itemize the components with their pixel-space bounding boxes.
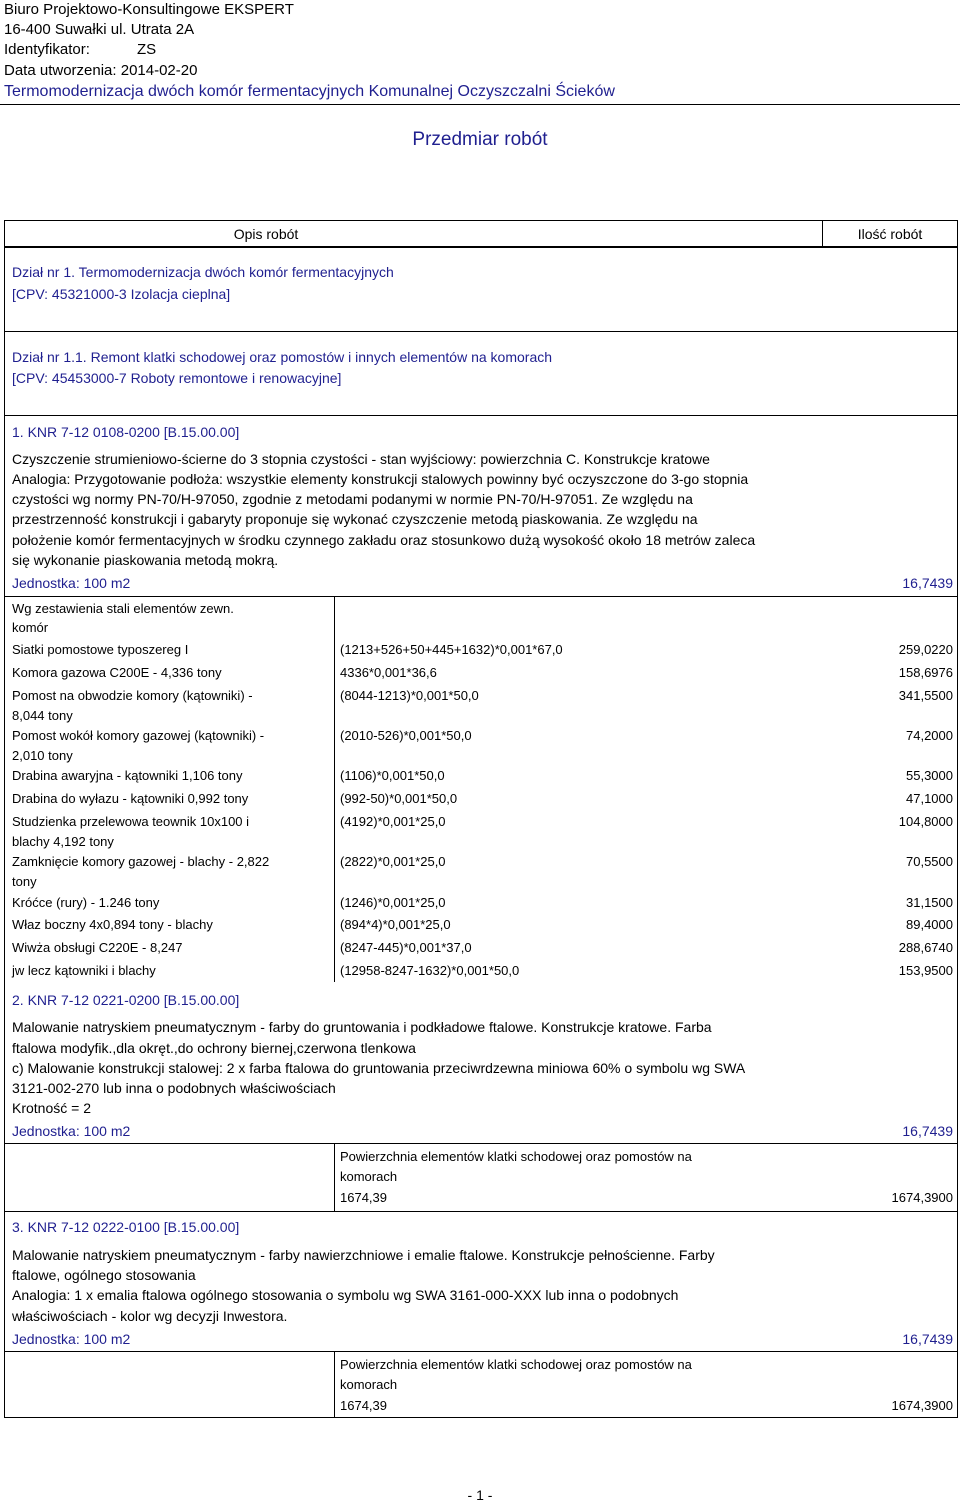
item-1-calc-title: Wg zestawienia stali elementów zewn. <box>12 601 234 616</box>
calc-row-name: Drabina awaryjna - kątowniki 1,106 tony <box>12 768 243 783</box>
item-2-calc-value: 1674,3900 <box>891 1190 953 1205</box>
item-1-unit: Jednostka: 100 m2 <box>12 575 131 591</box>
item-3-unit: Jednostka: 100 m2 <box>12 1331 131 1347</box>
calc-row-value: 259,0220 <box>898 642 953 657</box>
item-1-desc-line: Analogia: Przygotowanie podłoża: wszystkie elementy konstrukcji stalowych powinny być oczyszczone do 3-go stopnia <box>12 471 749 487</box>
calc-row-formula: 4336*0,001*36,6 <box>340 665 437 680</box>
calc-row-name: Studzienka przelewowa teownik 10x100 i <box>12 814 250 829</box>
calc-row-formula: (2010-526)*0,001*50,0 <box>340 728 472 743</box>
calc-row-value: 55,3000 <box>906 768 953 783</box>
item-2-desc-line: ftalowa modyfik.,dla okręt.,do ochrony biernej,czerwona tlenkowa <box>12 1040 416 1056</box>
item-3-code: 3. KNR 7-12 0222-0100 [B.15.00.00] <box>12 1219 240 1235</box>
header-divider <box>0 104 960 105</box>
company-name: Biuro Projektowo-Konsultingowe EKSPERT <box>4 1 294 18</box>
item-2-calc-column-divider <box>334 1143 335 1211</box>
calc-row-formula: (12958-8247-1632)*0,001*50,0 <box>340 963 520 978</box>
calc-row-formula: (8044-1213)*0,001*50,0 <box>340 688 479 703</box>
item-1-desc-line: Czyszczenie strumieniowo-ścierne do 3 stopnia czystości - stan wyjściowy: powierzchnia C. Konstrukcje kratowe <box>12 451 710 467</box>
page-number: - 1 - <box>467 1487 493 1503</box>
calc-row-value: 70,5500 <box>906 854 953 869</box>
item-3-desc-line: właściwościach - kolor wg decyzji Inwestora. <box>12 1308 288 1324</box>
calc-row-name: Siatki pomostowe typoszereg I <box>12 642 189 657</box>
calc-row-formula: (1246)*0,001*25,0 <box>340 895 446 910</box>
calc-row-name: Właz boczny 4x0,894 tony - blachy <box>12 917 213 932</box>
item-3-calc-value: 1674,3900 <box>891 1398 953 1413</box>
item-3-calc-desc: Powierzchnia elementów klatki schodowej oraz pomostów na <box>340 1357 692 1372</box>
item-3-desc-line: Analogia: 1 x emalia ftalowa ogólnego stosowania o symbolu wg SWA 3161-000-XXX lub inna o podobnych <box>12 1287 679 1303</box>
item-1-code: 1. KNR 7-12 0108-0200 [B.15.00.00] <box>12 424 240 440</box>
calc-row-name: blachy 4,192 tony <box>12 834 114 849</box>
item-2-end-divider <box>4 1211 958 1212</box>
calc-row-formula: (2822)*0,001*25,0 <box>340 854 446 869</box>
item-3-calc-formula: 1674,39 <box>340 1398 387 1413</box>
section-1-1-title: Dział nr 1.1. Remont klatki schodowej oraz pomostów i innych elementów na komorach <box>12 349 553 365</box>
calc-row-formula: (1213+526+50+445+1632)*0,001*67,0 <box>340 642 563 657</box>
item-1-desc-line: przestrzenność konstrukcji i gabaryty proponuje się wykonać czyszczenie metodą piaskowania. Ze względu na <box>12 511 698 527</box>
calc-row-formula: (4192)*0,001*25,0 <box>340 814 446 829</box>
calc-row-name: jw lecz kątowniki i blachy <box>12 963 156 978</box>
item-2-unit: Jednostka: 100 m2 <box>12 1123 131 1139</box>
item-3-calc-desc: komorach <box>340 1377 398 1392</box>
item-3-calc-divider <box>4 1351 958 1352</box>
creation-date: Data utworzenia: 2014-02-20 <box>4 62 198 79</box>
calc-row-name: Króćce (rury) - 1.246 tony <box>12 895 160 910</box>
calc-row-value: 153,9500 <box>898 963 953 978</box>
calc-row-name: tony <box>12 874 37 889</box>
item-2-desc-line: Krotność = 2 <box>12 1100 91 1116</box>
company-address: 16-400 Suwałki ul. Utrata 2A <box>4 21 195 38</box>
calc-row-value: 47,1000 <box>906 791 953 806</box>
item-1-desc-line: się wykonanie piaskowania metodą mokrą. <box>12 552 279 568</box>
item-2-code: 2. KNR 7-12 0221-0200 [B.15.00.00] <box>12 992 240 1008</box>
item-1-total: 16,7439 <box>902 575 953 591</box>
item-2-desc-line: 3121-002-270 lub inna o podobnych właściwościach <box>12 1080 336 1096</box>
item-2-desc-line: c) Malowanie konstrukcji stalowej: 2 x farba ftalowa do gruntowania przeciwrdzewna miniowa 60% o symbolu wg SWA <box>12 1060 746 1076</box>
calc-row-formula: (992-50)*0,001*50,0 <box>340 791 458 806</box>
column-quantity-header: Ilość robót <box>857 226 923 242</box>
item-2-calc-divider <box>4 1143 958 1144</box>
calc-row-name: Wiwża obsługi C220E - 8,247 <box>12 940 183 955</box>
item-2-calc-formula: 1674,39 <box>340 1190 387 1205</box>
item-1-calc-title: komór <box>12 620 49 635</box>
project-title: Termomodernizacja dwóch komór fermentacyjnych Komunalnej Oczyszczalni Ścieków <box>4 83 615 100</box>
calc-row-formula: (894*4)*0,001*25,0 <box>340 917 451 932</box>
calc-row-name: Drabina do wyłazu - kątowniki 0,992 tony <box>12 791 249 806</box>
item-1-calc-divider <box>4 596 958 597</box>
item-3-desc-line: ftalowe, ogólnego stosowania <box>12 1267 196 1283</box>
item-3-desc-line: Malowanie natryskiem pneumatycznym - farby nawierzchniowe i emalie ftalowe. Konstrukcje pełnościenne. Farby <box>12 1247 715 1263</box>
item-1-calc-column-divider <box>334 596 335 982</box>
item-1-desc-line: czystości wg normy PN-70/H-97050, zgodnie z metodami podanymi w normie PN-70/H-97051. Ze względu na <box>12 491 693 507</box>
document-title: Przedmiar robót <box>412 129 548 150</box>
section-1-1-cpv: [CPV: 45453000-7 Roboty remontowe i renowacyjne] <box>12 370 342 386</box>
item-2-calc-desc: Powierzchnia elementów klatki schodowej oraz pomostów na <box>340 1149 692 1164</box>
section-1-cpv: [CPV: 45321000-3 Izolacja cieplna] <box>12 286 231 302</box>
calc-row-name: Komora gazowa C200E - 4,336 tony <box>12 665 222 680</box>
calc-row-value: 89,4000 <box>906 917 953 932</box>
calc-row-name: 8,044 tony <box>12 708 73 723</box>
calc-row-value: 288,6740 <box>898 940 953 955</box>
item-2-calc-desc: komorach <box>340 1169 398 1184</box>
column-description-header: Opis robót <box>233 226 299 242</box>
calc-row-value: 341,5500 <box>898 688 953 703</box>
section-1-title: Dział nr 1. Termomodernizacja dwóch komór fermentacyjnych <box>12 264 394 280</box>
item-2-desc-line: Malowanie natryskiem pneumatycznym - farby do gruntowania i podkładowe ftalowe. Konstrukcje kratowe. Farba <box>12 1019 712 1035</box>
calc-row-value: 104,8000 <box>898 814 953 829</box>
calc-row-value: 74,2000 <box>906 728 953 743</box>
calc-row-name: Zamknięcie komory gazowej - blachy - 2,822 <box>12 854 270 869</box>
calc-row-name: Pomost wokół komory gazowej (kątowniki) - <box>12 728 265 743</box>
calc-row-formula: (1106)*0,001*50,0 <box>340 768 445 783</box>
calc-row-formula: (8247-445)*0,001*37,0 <box>340 940 472 955</box>
item-3-calc-column-divider <box>334 1351 335 1418</box>
item-1-desc-line: położenie komór fermentacyjnych w środku czynnego zakładu oraz stosunkowo dużą wysokość około 18 metrów zaleca <box>12 532 756 548</box>
calc-row-name: 2,010 tony <box>12 748 73 763</box>
item-3-total: 16,7439 <box>902 1331 953 1347</box>
identifier-label: Identyfikator: <box>4 41 90 58</box>
calc-row-value: 158,6976 <box>898 665 953 680</box>
identifier-value: ZS <box>137 41 157 58</box>
item-2-total: 16,7439 <box>902 1123 953 1139</box>
calc-row-value: 31,1500 <box>906 895 953 910</box>
calc-row-name: Pomost na obwodzie komory (kątowniki) - <box>12 688 253 703</box>
